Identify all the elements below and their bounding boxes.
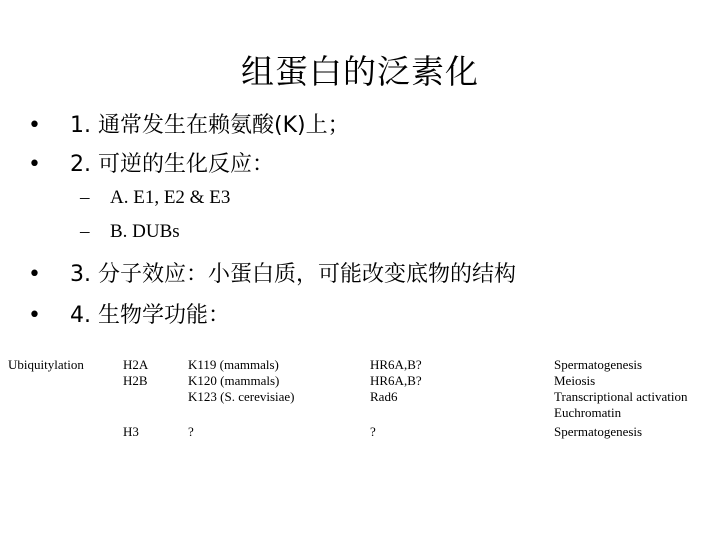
table-cell-function: Meiosis [554,373,596,388]
table-cell-function: Transcriptional activation [554,389,688,404]
table-cell-histone: H2A [123,357,149,372]
slide-title: 组蛋白的泛素化 [241,52,479,91]
bullet-item-3 [28,257,516,288]
bullet-marker: • [28,113,41,138]
bullet-text: 4. 生物学功能： [70,303,230,328]
table-cell-site: ? [188,424,194,439]
ubiquitylation-table [0,357,720,447]
bullet-text: 3. 分子效应：小蛋白质，可能改变底物的结构 [70,262,516,287]
sub-marker: – [80,221,90,242]
sub-item-1 [80,187,230,209]
sub-text: A. E1, E2 & E3 [110,187,231,208]
table-cell-site: K123 (S. cerevisiae) [188,389,295,404]
bullet-marker: • [28,303,41,328]
table-cell-enzyme: HR6A,B? [370,373,422,388]
table-cell-site: K120 (mammals) [188,373,280,388]
table-cell-enzyme: Rad6 [370,389,398,404]
table-cell-histone: H3 [123,424,139,439]
table-cell-site: K119 (mammals) [188,357,279,372]
table-cell-function: Spermatogenesis [554,357,643,372]
bullet-item-2 [28,147,274,178]
bullet-marker: • [28,262,41,287]
table-cell-function: Spermatogenesis [554,424,643,439]
sub-text: B. DUBs [110,221,180,242]
bullet-text: 2. 可逆的生化反应： [70,152,274,177]
table-cell-histone: H2B [123,373,148,388]
bullet-item-1 [28,108,350,139]
bullet-text: 1. 通常发生在赖氨酸(K)上； [70,113,350,138]
sub-item-2 [80,221,180,243]
table-cell-enzyme: HR6A,B? [370,357,422,372]
bullet-item-4 [28,298,230,329]
sub-marker: – [80,187,90,208]
table-cell-enzyme: ? [370,424,376,439]
bullet-marker: • [28,152,41,177]
table-cell-function: Euchromatin [554,405,622,420]
table-modification-label: Ubiquitylation [8,357,84,372]
